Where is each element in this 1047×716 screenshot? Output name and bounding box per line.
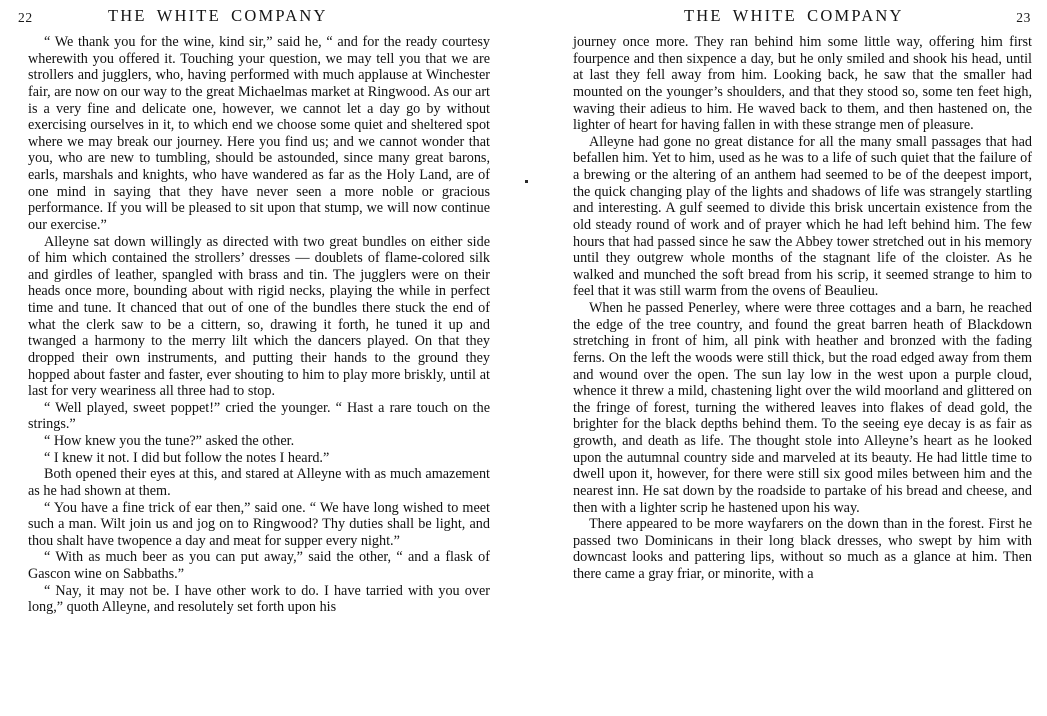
paragraph: “ How knew you the tune?” asked the other. xyxy=(44,433,295,449)
paragraph: There appeared to be more wayfarers on the down than in the forest. First he passed two Dominicans in their long black dresses, who swept by him with downcast looks and pattering lips, without so much as a glance at him. Then there came a gray friar, or minorite, with a xyxy=(573,516,1032,582)
left-page xyxy=(0,0,523,716)
ink-speck-artifact xyxy=(525,180,528,183)
right-page xyxy=(524,0,1047,716)
paragraph: “ I knew it not. I did but follow the notes I heard.” xyxy=(44,449,330,466)
paragraph: “ With as much beer as you can put away,” said the other, “ and a flask of Gascon wine on Sabbaths.” xyxy=(28,549,490,582)
paragraph: Alleyne sat down willingly as directed with two great bundles on either side of him which contained the strollers’ dresses — doublets of flame-colored silk and girdles of leather, spangled with brass and tin. The jugglers were on their heads once more, bounding about with rigid necks, playing the while in perfect time and tune. It chanced that out of one of the bundles there stuck the end of what the clerk saw to be a cittern, so, drawing it forth, he tuned it up and twanged a harmony to the merry lilt which the dancers played. On that they dropped their own instruments, and putting their hands to the ground they hopped about faster and faster, ever shouting to him to play more briskly, until at last for very weariness all three had to stop. xyxy=(28,233,490,400)
right-page-textblock xyxy=(573,34,1032,583)
paragraph: “ We thank you for the wine, kind sir,” said he, “ and for the ready courtesy wherewith you offered it. Touching your question, we may tell you that we are strollers and jugglers, who, having performed with much applause at Winchester fair, are now on our way to the great Michaelmas market at Ringwood. As our art is a very fine and delicate one, however, we cannot let a day go by without exercising ourselves in it, to which end we choose some quiet and sheltered spot where we may break our journey. Here you find us; and we cannot wonder that you, who are new to tumbling, should be astounded, since many great barons, earls, marshals and knights, who have wandered as far as the Holy Land, are of one mind in saying that they have never seen a more noble or gracious performance. If you will be pleased to sit upon that stump, we will now continue our exercise.” xyxy=(28,34,490,233)
paragraph: “ You have a fine trick of ear then,” said one. “ We have long wished to meet such a man. Wilt join us and jog on to Ringwood? Thy duties shall be light, and thou shalt have twopence a day and meat for supper every night.” xyxy=(28,499,490,549)
left-page-textblock xyxy=(28,34,490,616)
page-number-left: 22 xyxy=(18,10,33,25)
paragraph: Both opened their eyes at this, and stared at Alleyne with as much amazement as he had shown at them. xyxy=(28,466,490,499)
page-number-right: 23 xyxy=(1016,10,1031,25)
paragraph: “ Nay, it may not be. I have other work to do. I have tarried with you over long,” quoth Alleyne, and resolutely set forth upon his xyxy=(28,582,490,616)
paragraph: Alleyne had gone no great distance for all the many small passages that had befallen him. Yet to him, used as he was to a life of such quiet that the failure of a brewing or the altering of an anthem had seemed to be of the deepest import, the quick changing play of the lights and shadows of life was strangely startling and interesting. A gulf seemed to divide this brisk uncertain existence from the old steady round of work and of prayer which he had left behind him. The few hours that had passed since he saw the Abbey tower stretched out in his memory until they outgrew whole months of the stagnant life of the cloister. As he walked and munched the soft bread from his scrip, it seemed strange to him to feel that it was still warm from the ovens of Beaulieu. xyxy=(573,133,1032,300)
paragraph: journey once more. They ran behind him some little way, offering him first fourpence and then sixpence a day, but he only smiled and shook his head, until at last they fell away from him. Looking back, he saw that the smaller had mounted on the younger’s shoulders, and that they stood so, some ten feet high, waving their adieus to him. He waved back to them, and then hastened on, the lighter of heart for having fallen in with these strange men of pleasure. xyxy=(573,34,1032,134)
left-page-header xyxy=(0,6,523,30)
running-head-left: THE WHITE COMPANY xyxy=(108,6,328,25)
paragraph: “ Well played, sweet poppet!” cried the younger. “ Hast a rare touch on the strings.” xyxy=(28,399,490,433)
paragraph: When he passed Penerley, where were three cottages and a barn, he reached the edge of the tree country, and found the great barren heath of Blackdown stretching in front of him, all pink with heather and bronzed with the fading ferns. On the left the woods were still thick, but the road edged away from them and wound over the open. The sun lay low in the west upon a purple cloud, whence it threw a mild, chastening light over the wild moorland and glittered on the fringe of forest, turning the withered leaves into flakes of dead gold, the brighter for the black depths behind them. To the seeing eye decay is as fair as growth, and death as life. The thought stole into Alleyne’s heart as he looked upon the autumnal country side and marveled at its beauty. He had little time to dwell upon it, however, for there were still six good miles between him and the nearest inn. He sat down by the roadside to partake of his bread and cheese, and then with a lighter scrip he hastened upon his way. xyxy=(573,300,1032,516)
running-head-right: THE WHITE COMPANY xyxy=(684,6,904,25)
right-page-header xyxy=(524,6,1047,30)
